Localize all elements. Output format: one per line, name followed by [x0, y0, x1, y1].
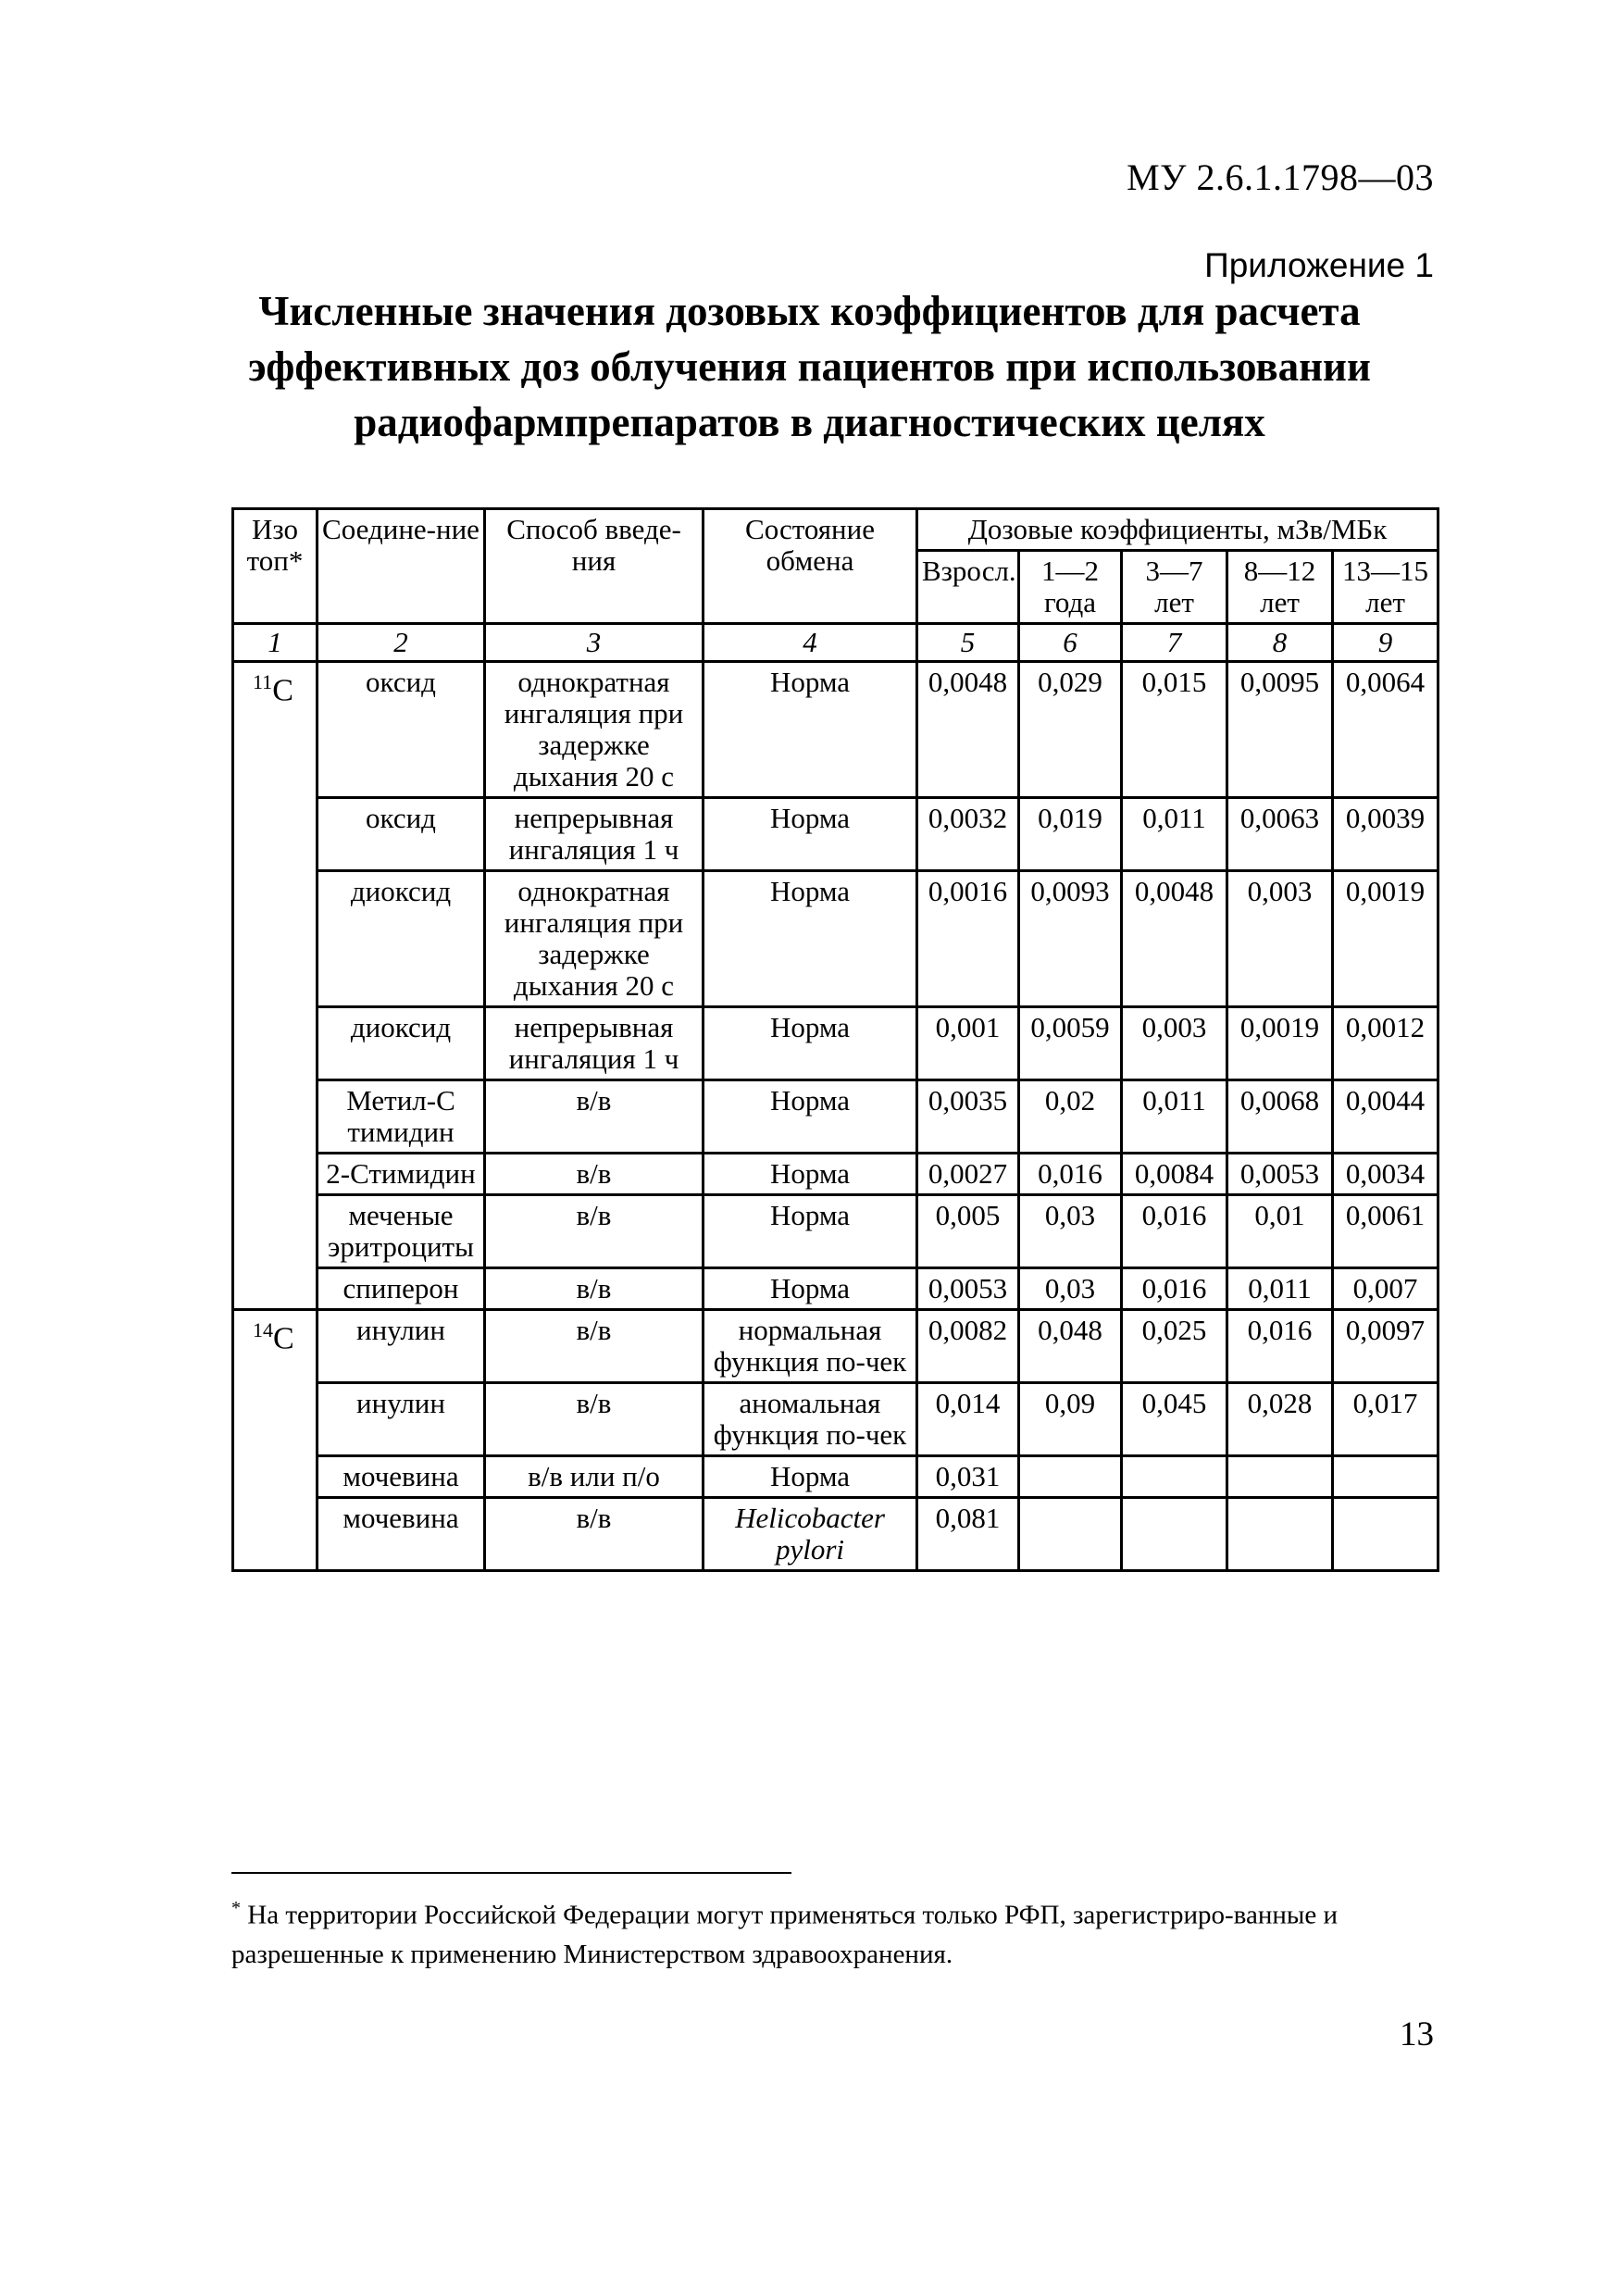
dose-value-cell: 0,015: [1122, 662, 1227, 798]
column-number: 6: [1019, 624, 1122, 662]
dose-value-cell: 0,011: [1122, 798, 1227, 871]
dose-value-cell: 0,003: [1122, 1007, 1227, 1080]
compound-cell: Метил-С тимидин: [318, 1080, 485, 1154]
table-row: [233, 1383, 1438, 1456]
state-cell: аномальная функция по-чек: [704, 1383, 917, 1456]
dose-value-cell: [1227, 1498, 1333, 1571]
route-cell: в/в или п/о: [485, 1456, 704, 1498]
document-code: МУ 2.6.1.1798—03: [1127, 156, 1434, 198]
dose-value-cell: 0,0061: [1333, 1195, 1438, 1268]
page-number: 13: [1400, 2015, 1434, 2053]
dose-value-cell: 0,025: [1122, 1310, 1227, 1383]
dose-value-cell: 0,014: [917, 1383, 1019, 1456]
dose-value-cell: 0,0068: [1227, 1080, 1333, 1154]
dose-value-cell: 0,0016: [917, 871, 1019, 1007]
header-dose-group: Дозовые коэффициенты, мЗв/МБк: [917, 509, 1438, 551]
dose-value-cell: 0,048: [1019, 1310, 1122, 1383]
header-route: Способ введе-ния: [485, 509, 704, 624]
dose-value-cell: 0,0012: [1333, 1007, 1438, 1080]
dose-value-cell: 0,003: [1227, 871, 1333, 1007]
dose-value-cell: [1019, 1456, 1122, 1498]
dose-value-cell: 0,0059: [1019, 1007, 1122, 1080]
column-number: 2: [318, 624, 485, 662]
column-number: 3: [485, 624, 704, 662]
column-number: 4: [704, 624, 917, 662]
table-row: [233, 662, 1438, 798]
dose-value-cell: 0,0019: [1227, 1007, 1333, 1080]
compound-cell: инулин: [318, 1310, 485, 1383]
header-age-adult: Взросл.: [917, 551, 1019, 624]
dose-value-cell: 0,0032: [917, 798, 1019, 871]
header-isotope: Изо топ*: [233, 509, 318, 624]
route-cell: непрерывная ингаляция 1 ч: [485, 1007, 704, 1080]
compound-cell: диоксид: [318, 1007, 485, 1080]
compound-cell: мочевина: [318, 1498, 485, 1571]
dose-value-cell: 0,0053: [917, 1268, 1019, 1310]
compound-cell: мочевина: [318, 1456, 485, 1498]
route-cell: однократная ингаляция при задержке дыхания 20 с: [485, 662, 704, 798]
column-number: 8: [1227, 624, 1333, 662]
route-cell: однократная ингаляция при задержке дыхания 20 с: [485, 871, 704, 1007]
dose-value-cell: 0,0048: [917, 662, 1019, 798]
column-number: 7: [1122, 624, 1227, 662]
isotope-element: C: [272, 673, 293, 708]
footnote-marker: *: [231, 1898, 241, 1918]
dose-value-cell: 0,03: [1019, 1268, 1122, 1310]
dose-value-cell: [1227, 1456, 1333, 1498]
title-line: радиофармпрепаратов в диагностических целях: [354, 399, 1265, 445]
dose-coefficients-table: [231, 507, 1439, 1572]
state-cell: Норма: [704, 798, 917, 871]
dose-value-cell: 0,0039: [1333, 798, 1438, 871]
header-age-13-15: 13—15 лет: [1333, 551, 1438, 624]
footnote-text: На территории Российской Федерации могут применяться только РФП, зарегистриро-ванные и разрешенные к применению Министерством здравоохранения.: [231, 1900, 1338, 1969]
state-cell: Норма: [704, 871, 917, 1007]
compound-cell: оксид: [318, 798, 485, 871]
page-title: [185, 283, 1434, 450]
dose-value-cell: 0,0044: [1333, 1080, 1438, 1154]
dose-value-cell: 0,011: [1227, 1268, 1333, 1310]
compound-cell: оксид: [318, 662, 485, 798]
dose-value-cell: 0,09: [1019, 1383, 1122, 1456]
header-age-3-7: 3—7 лет: [1122, 551, 1227, 624]
compound-cell: 2-Стимидин: [318, 1154, 485, 1195]
dose-value-cell: 0,005: [917, 1195, 1019, 1268]
table-row: [233, 1007, 1438, 1080]
dose-value-cell: [1122, 1456, 1227, 1498]
isotope-cell: [233, 662, 318, 1310]
dose-value-cell: 0,0064: [1333, 662, 1438, 798]
dose-value-cell: 0,016: [1122, 1268, 1227, 1310]
dose-value-cell: 0,0019: [1333, 871, 1438, 1007]
table-row: [233, 1268, 1438, 1310]
state-cell: нормальная функция по-чек: [704, 1310, 917, 1383]
dose-value-cell: 0,0034: [1333, 1154, 1438, 1195]
route-cell: непрерывная ингаляция 1 ч: [485, 798, 704, 871]
dose-value-cell: 0,045: [1122, 1383, 1227, 1456]
appendix-label: Приложение 1: [1204, 246, 1434, 284]
isotope-mass-number: 11: [253, 670, 273, 693]
compound-cell: инулин: [318, 1383, 485, 1456]
dose-value-cell: 0,016: [1122, 1195, 1227, 1268]
title-line: эффективных доз облучения пациентов при использовании: [248, 343, 1371, 390]
dose-value-cell: 0,0095: [1227, 662, 1333, 798]
dose-value-cell: [1333, 1456, 1438, 1498]
dose-value-cell: 0,0035: [917, 1080, 1019, 1154]
table-row: [233, 1154, 1438, 1195]
dose-value-cell: 0,0063: [1227, 798, 1333, 871]
title-line: Численные значения дозовых коэффициентов для расчета: [258, 288, 1361, 334]
dose-value-cell: 0,0097: [1333, 1310, 1438, 1383]
table-row: [233, 1195, 1438, 1268]
isotope-mass-number: 14: [253, 1318, 273, 1341]
route-cell: в/в: [485, 1310, 704, 1383]
route-cell: в/в: [485, 1498, 704, 1571]
state-cell: Норма: [704, 1080, 917, 1154]
dose-value-cell: 0,0082: [917, 1310, 1019, 1383]
dose-value-cell: 0,028: [1227, 1383, 1333, 1456]
dose-value-cell: 0,02: [1019, 1080, 1122, 1154]
route-cell: в/в: [485, 1383, 704, 1456]
table-row: [233, 1080, 1438, 1154]
state-cell: Норма: [704, 1268, 917, 1310]
column-number: 5: [917, 624, 1019, 662]
isotope-cell: [233, 1310, 318, 1571]
footnote-divider: [231, 1872, 791, 1874]
table-row: [233, 1456, 1438, 1498]
dose-value-cell: 0,019: [1019, 798, 1122, 871]
route-cell: в/в: [485, 1195, 704, 1268]
state-cell: Норма: [704, 1195, 917, 1268]
dose-value-cell: 0,016: [1227, 1310, 1333, 1383]
header-state: Состояние обмена: [704, 509, 917, 624]
column-number-row: [233, 624, 1438, 662]
compound-cell: меченые эритроциты: [318, 1195, 485, 1268]
route-cell: в/в: [485, 1154, 704, 1195]
compound-cell: спиперон: [318, 1268, 485, 1310]
dose-value-cell: 0,03: [1019, 1195, 1122, 1268]
dose-value-cell: [1333, 1498, 1438, 1571]
dose-value-cell: [1019, 1498, 1122, 1571]
state-cell: Норма: [704, 662, 917, 798]
dose-value-cell: 0,0093: [1019, 871, 1122, 1007]
dose-value-cell: 0,031: [917, 1456, 1019, 1498]
dose-value-cell: 0,0053: [1227, 1154, 1333, 1195]
state-cell: Норма: [704, 1154, 917, 1195]
table-body: [233, 624, 1438, 1571]
dose-value-cell: 0,081: [917, 1498, 1019, 1571]
table-row: [233, 871, 1438, 1007]
state-cell: Норма: [704, 1007, 917, 1080]
header-compound: Соедине-ние: [318, 509, 485, 624]
table-row: [233, 1498, 1438, 1571]
dose-value-cell: 0,011: [1122, 1080, 1227, 1154]
dose-value-cell: 0,017: [1333, 1383, 1438, 1456]
footnote: [231, 1889, 1435, 1974]
dose-value-cell: 0,0027: [917, 1154, 1019, 1195]
route-cell: в/в: [485, 1268, 704, 1310]
route-cell: в/в: [485, 1080, 704, 1154]
table-row: [233, 1310, 1438, 1383]
header-age-1-2: 1—2 года: [1019, 551, 1122, 624]
dose-value-cell: 0,029: [1019, 662, 1122, 798]
state-cell: Норма: [704, 1456, 917, 1498]
column-number: 9: [1333, 624, 1438, 662]
isotope-element: C: [273, 1321, 294, 1356]
dose-value-cell: 0,0084: [1122, 1154, 1227, 1195]
compound-cell: диоксид: [318, 871, 485, 1007]
dose-value-cell: 0,01: [1227, 1195, 1333, 1268]
dose-value-cell: 0,007: [1333, 1268, 1438, 1310]
dose-value-cell: 0,0048: [1122, 871, 1227, 1007]
column-number: 1: [233, 624, 318, 662]
table-row: [233, 798, 1438, 871]
header-age-8-12: 8—12 лет: [1227, 551, 1333, 624]
dose-value-cell: 0,001: [917, 1007, 1019, 1080]
dose-value-cell: 0,016: [1019, 1154, 1122, 1195]
dose-value-cell: [1122, 1498, 1227, 1571]
state-cell: Helicobacter pylori: [704, 1498, 917, 1571]
